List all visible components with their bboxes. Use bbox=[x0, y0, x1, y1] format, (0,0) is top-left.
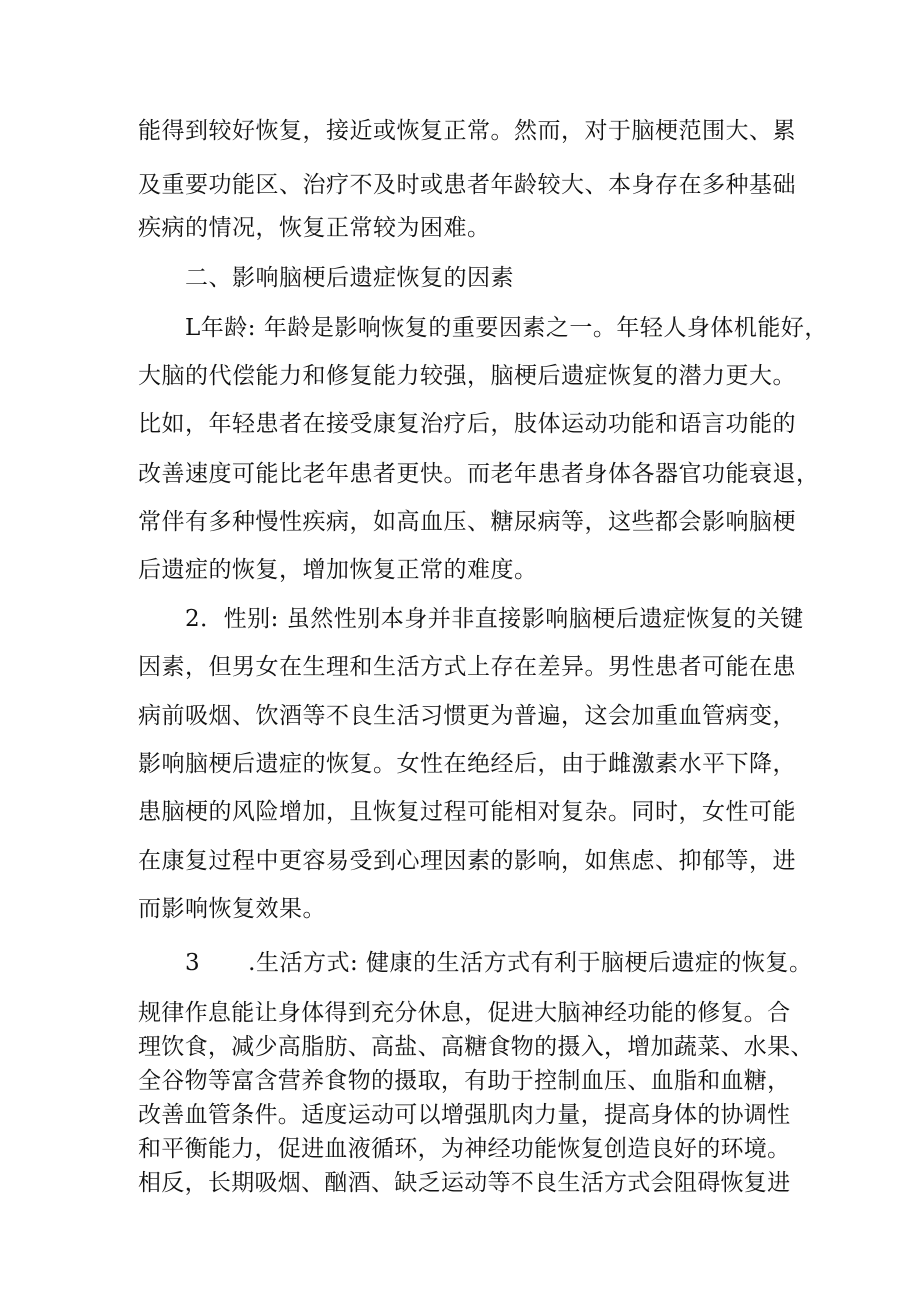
age-line-4: 改善速度可能比老年患者更快。而老年患者身体各器官功能衰退， bbox=[138, 461, 820, 487]
gender-line-1: 2．性别: 虽然性别本身并非直接影响脑梗后遗症恢复的关键 bbox=[185, 606, 804, 632]
age-line-2: 大脑的代偿能力和修复能力较强，脑梗后遗症恢复的潜力更大。 bbox=[138, 363, 796, 389]
intro-line-3: 疾病的情况，恢复正常较为困难。 bbox=[138, 215, 491, 241]
gender-line-7: 而影响恢复效果。 bbox=[138, 896, 326, 922]
lifestyle-line-6: 和平衡能力，促进血液循环，为神经功能恢复创造良好的环境。 bbox=[138, 1136, 791, 1162]
lifestyle-line-7: 相反，长期吸烟、酗酒、缺乏运动等不良生活方式会阻碍恢复进 bbox=[138, 1170, 791, 1196]
lifestyle-line-2: 规律作息能让身体得到充分休息，促进大脑神经功能的修复。合 bbox=[138, 1000, 791, 1026]
gender-line-3: 病前吸烟、饮酒等不良生活习惯更为普遍，这会加重血管病变， bbox=[138, 703, 796, 729]
lifestyle-first-line-text: .生活方式: 健康的生活方式有利于脑梗后遗症的恢复。 bbox=[248, 950, 813, 976]
gender-line-4: 影响脑梗后遗症的恢复。女性在绝经后，由于雌激素水平下降， bbox=[138, 751, 796, 777]
gender-line-6: 在康复过程中更容易受到心理因素的影响，如焦虑、抑郁等，进 bbox=[138, 848, 796, 874]
intro-line-1: 能得到较好恢复，接近或恢复正常。然而，对于脑梗范围大、累 bbox=[138, 118, 796, 144]
gender-line-2: 因素，但男女在生理和生活方式上存在差异。男性患者可能在患 bbox=[138, 654, 796, 680]
lifestyle-line-5: 改善血管条件。适度运动可以增强肌肉力量，提高身体的协调性 bbox=[138, 1102, 791, 1128]
age-line-3: 比如，年轻患者在接受康复治疗后，肢体运动功能和语言功能的 bbox=[138, 411, 796, 437]
age-line-1: L年龄: 年龄是影响恢复的重要因素之一。年轻人身体机能好， bbox=[185, 315, 828, 341]
intro-line-2: 及重要功能区、治疗不及时或患者年龄较大、本身存在多种基础 bbox=[138, 172, 796, 198]
section-heading: 二、影响脑梗后遗症恢复的因素 bbox=[185, 265, 514, 291]
lifestyle-number: 3 bbox=[185, 950, 201, 976]
lifestyle-line-1 bbox=[185, 948, 813, 978]
lifestyle-line-3: 理饮食，减少高脂肪、高盐、高糖食物的摄入，增加蔬菜、水果、 bbox=[138, 1034, 814, 1060]
age-line-6: 后遗症的恢复，增加恢复正常的难度。 bbox=[138, 557, 538, 583]
lifestyle-line-4: 全谷物等富含营养食物的摄取，有助于控制血压、血脂和血糖， bbox=[138, 1068, 791, 1094]
age-line-5: 常伴有多种慢性疾病，如高血压、糖尿病等，这些都会影响脑梗 bbox=[138, 509, 796, 535]
gender-line-5: 患脑梗的风险增加，且恢复过程可能相对复杂。同时，女性可能 bbox=[138, 799, 796, 825]
